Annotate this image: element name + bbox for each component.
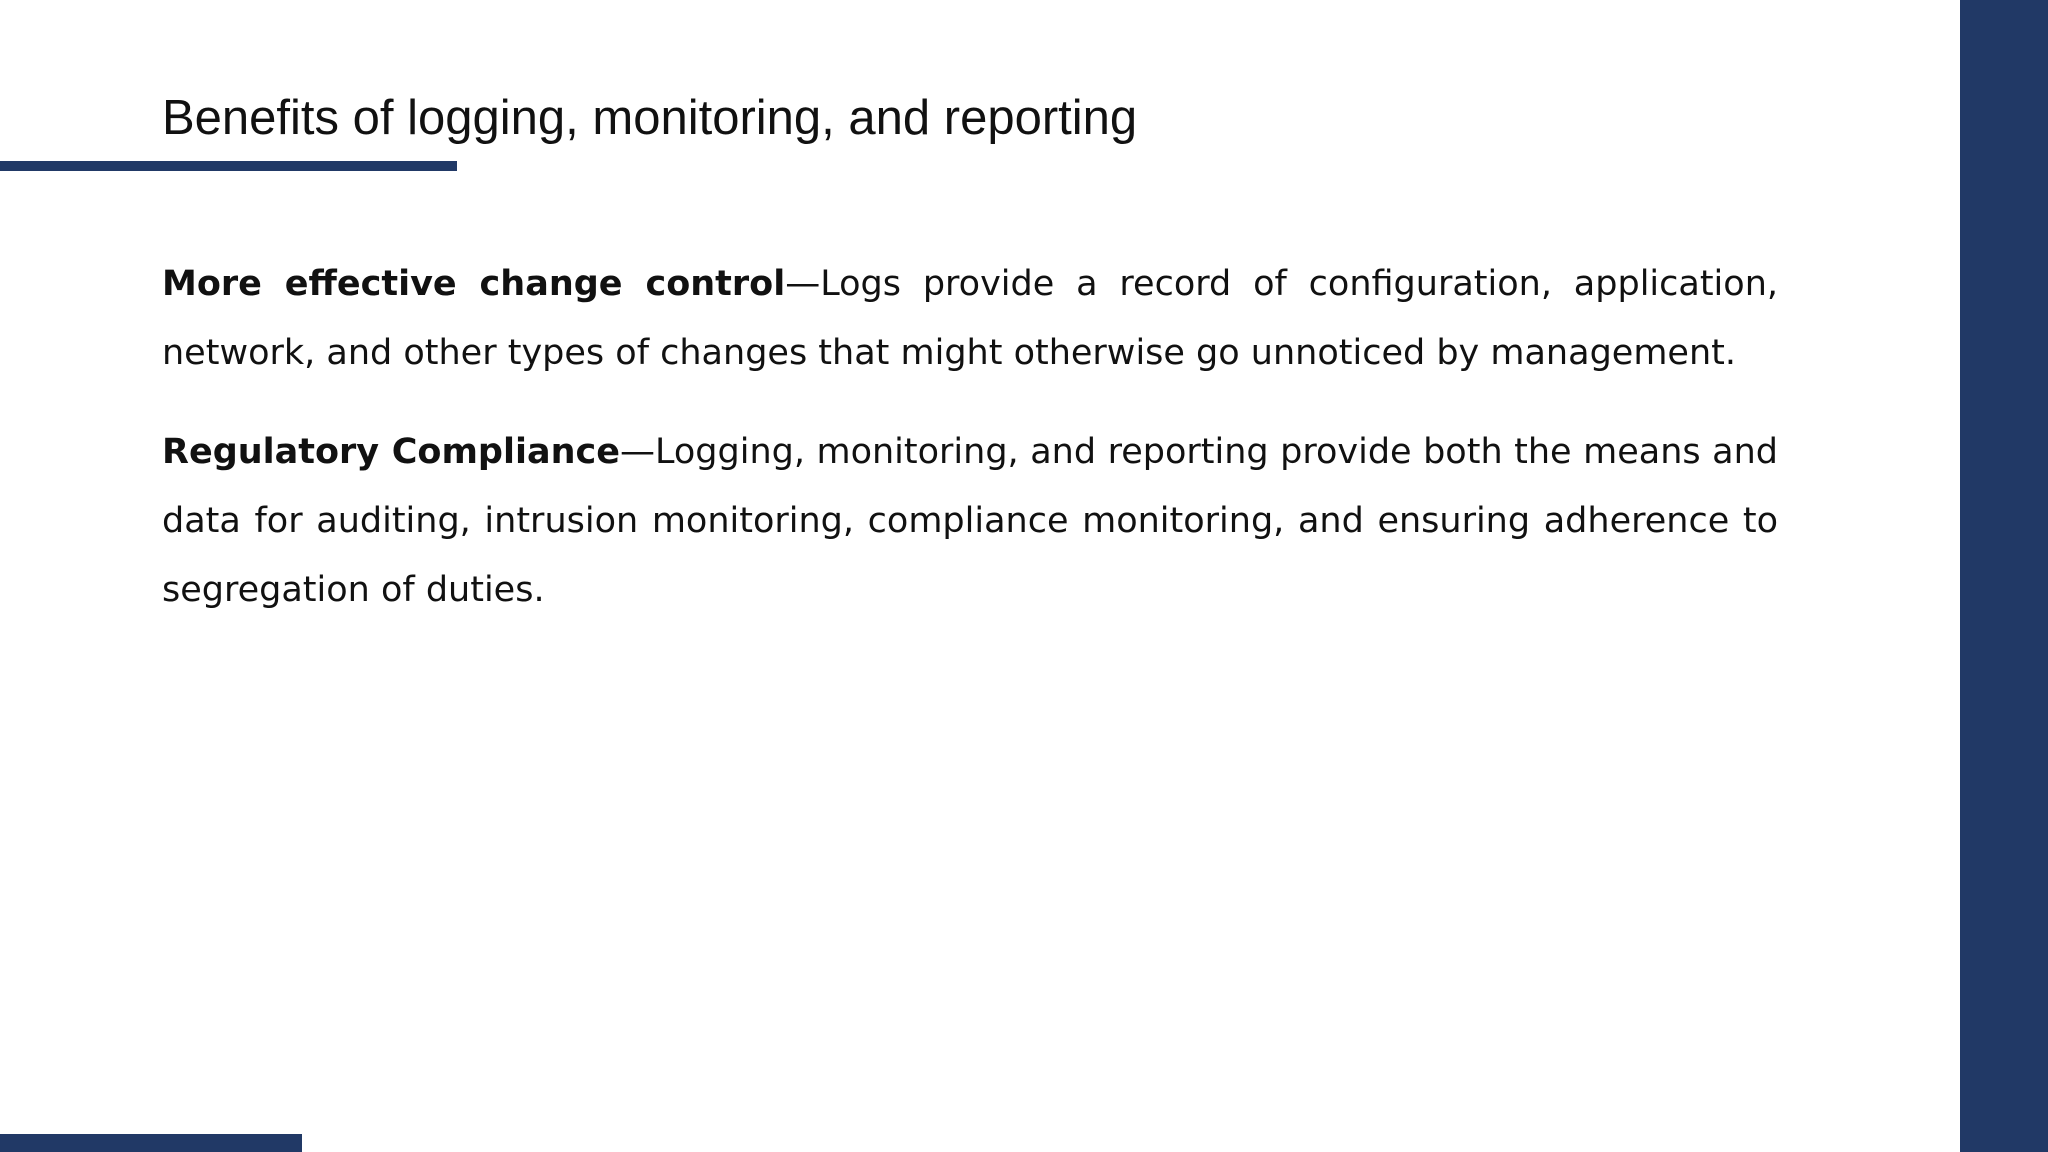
bottom-accent-bar <box>0 1134 302 1152</box>
point-heading: More effective change control <box>162 264 786 304</box>
point-separator: — <box>619 432 655 472</box>
point-separator: — <box>785 264 821 304</box>
right-accent-bar <box>1960 0 2048 1152</box>
slide-body <box>162 250 1778 655</box>
slide-title: Benefits of logging, monitoring, and reporting <box>162 91 1138 145</box>
point-heading: Regulatory Compliance <box>162 432 620 472</box>
title-underline <box>0 161 457 171</box>
point-regulatory-compliance <box>162 418 1778 625</box>
point-text: Logs provide a record of configuration, application, network, and other types of changes that might otherwise go unnoticed by management. <box>162 264 1778 373</box>
point-change-control <box>162 250 1778 388</box>
point-text: Logging, monitoring, and reporting provide both the means and data for auditing, intrusion monitoring, compliance monitoring, and ensuring adherence to segregation of duties. <box>162 432 1778 610</box>
